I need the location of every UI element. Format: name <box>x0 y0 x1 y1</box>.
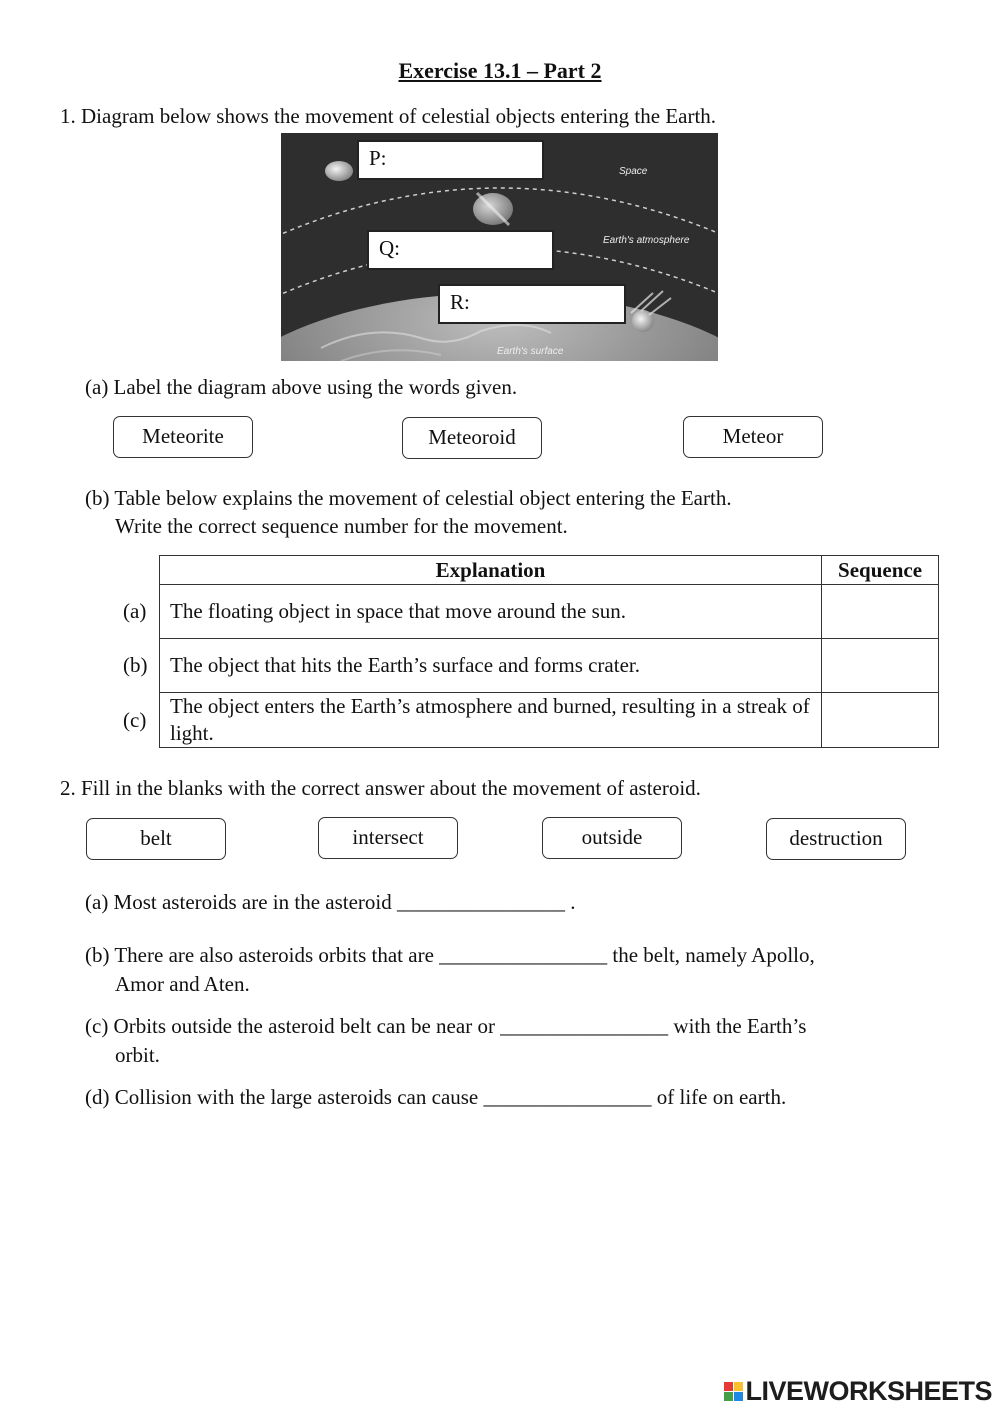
logo-square <box>734 1382 743 1391</box>
q2-part-b-line1: (b) There are also asteroids orbits that are ________________ the belt, namely Apollo, <box>85 943 815 967</box>
q2-part-c-line1: (c) Orbits outside the asteroid belt can be near or ________________ with the Earth’s <box>85 1014 807 1038</box>
word-intersect[interactable]: intersect <box>318 817 458 859</box>
row-label-a: (a) <box>123 599 147 623</box>
header-sequence: Sequence <box>822 556 939 585</box>
logo-square <box>724 1382 733 1391</box>
space-caption: Space <box>619 166 648 177</box>
celestial-diagram <box>281 133 718 361</box>
q1-part-b-line2: Write the correct sequence number for the movement. <box>115 514 568 538</box>
q2-part-a: (a) Most asteroids are in the asteroid ________________ . <box>85 890 576 914</box>
sequence-answer-cell[interactable] <box>822 693 939 748</box>
sequence-table <box>159 555 939 748</box>
surface-caption: Earth's surface <box>497 346 564 357</box>
page-title: Exercise 13.1 – Part 2 <box>398 58 602 83</box>
word-meteorite[interactable]: Meteorite <box>113 416 253 458</box>
meteoroid-rock <box>325 161 353 181</box>
explanation-cell: The floating object in space that move around the sun. <box>160 585 822 639</box>
word-belt[interactable]: belt <box>86 818 226 860</box>
label-box-p[interactable] <box>357 140 544 180</box>
explanation-cell: The object that hits the Earth’s surface and forms crater. <box>160 639 822 693</box>
logo-square <box>724 1392 733 1401</box>
row-label-c: (c) <box>123 708 147 732</box>
q2-part-d: (d) Collision with the large asteroids can cause ________________ of life on earth. <box>85 1085 787 1109</box>
q1-intro: 1. Diagram below shows the movement of celestial objects entering the Earth. <box>60 104 717 128</box>
table-row <box>160 693 939 748</box>
q2-part-b-line2: Amor and Aten. <box>115 972 250 996</box>
word-destruction[interactable]: destruction <box>766 818 906 860</box>
row-label-b: (b) <box>123 653 148 677</box>
header-explanation: Explanation <box>160 556 822 585</box>
logo-square <box>734 1392 743 1401</box>
p-label: P: <box>369 146 387 170</box>
q1-part-a: (a) Label the diagram above using the words given. <box>85 375 518 399</box>
r-label: R: <box>450 290 470 314</box>
logo-icon <box>724 1382 743 1401</box>
q2-part-c-line2: orbit. <box>115 1043 160 1067</box>
word-outside[interactable]: outside <box>542 817 682 859</box>
explanation-cell: The object enters the Earth’s atmosphere and burned, resulting in a streak of light. <box>160 693 822 748</box>
liveworksheets-logo <box>724 1376 992 1407</box>
logo-text: LIVEWORKSHEETS <box>745 1376 992 1406</box>
q1-part-b-line1: (b) Table below explains the movement of celestial object entering the Earth. <box>85 486 732 510</box>
sequence-answer-cell[interactable] <box>822 585 939 639</box>
sequence-answer-cell[interactable] <box>822 639 939 693</box>
table-row <box>160 585 939 639</box>
label-box-r[interactable] <box>438 284 626 324</box>
word-meteoroid[interactable]: Meteoroid <box>402 417 542 459</box>
q2-intro: 2. Fill in the blanks with the correct answer about the movement of asteroid. <box>60 776 701 800</box>
label-box-q[interactable] <box>367 230 554 270</box>
word-meteor[interactable]: Meteor <box>683 416 823 458</box>
q-label: Q: <box>379 236 400 260</box>
atmosphere-caption: Earth's atmosphere <box>603 235 690 246</box>
table-row <box>160 639 939 693</box>
table-header-row <box>160 556 939 585</box>
